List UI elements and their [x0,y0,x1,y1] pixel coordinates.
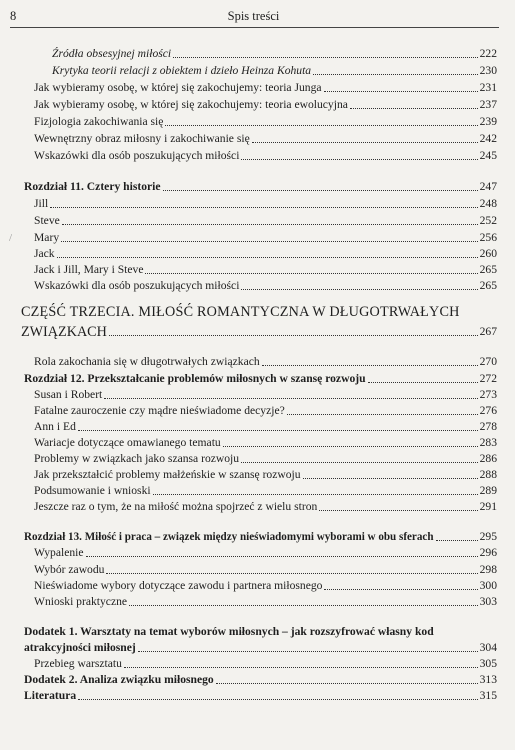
toc-entry: Jack 260 [34,247,497,260]
page-number: 8 [10,9,17,23]
toc-entry: Wskazówki dla osób poszukujących miłości 265 [34,279,497,292]
toc-entry: Susan i Robert 273 [34,388,497,401]
toc-entry: Jak przekształcić problemy małżeńskie w szansę rozwoju 288 [34,468,497,481]
toc-entry: Problemy w związkach jako szansa rozwoju 286 [34,452,497,465]
toc-entry: Jak wybieramy osobę, w której się zakochujemy: teoria Junga 231 [34,81,497,94]
toc-entry: Podsumowanie i wnioski 289 [34,484,497,497]
chapter-13-heading: Rozdział 13. Miłość i praca – związek między nieświadomymi wyborami w obu sferach 295 [24,530,497,543]
toc-entry: Jeszcze raz o tym, że na miłość można spojrzeć z wielu stron 291 [34,500,497,513]
toc-entry: Wskazówki dla osób poszukujących miłości 245 [34,149,497,162]
toc-entry: Przebieg warsztatu 305 [34,657,497,670]
toc-entry: Wypalenie 296 [34,546,497,559]
literature-heading: Literatura 315 [24,689,497,702]
appendix-1-heading-line1: Dodatek 1. Warsztaty na temat wyborów miłosnych – jak rozszyfrować własny kod [24,625,434,638]
toc-entry: Jack i Jill, Mary i Steve 265 [34,263,497,276]
part-3-heading-line2: ZWIĄZKACH 267 [21,324,497,340]
margin-pencil-mark: / [9,232,13,244]
toc-entry: Krytyka teorii relacji z obiektem i dzieło Heinza Kohuta 230 [52,64,497,77]
toc-entry: Fatalne zauroczenie czy mądre nieświadome decyzje? 276 [34,404,497,417]
toc-entry: Wybór zawodu 298 [34,563,497,576]
toc-entry: Fizjologia zakochiwania się 239 [34,115,497,128]
running-title: Spis treści [227,9,280,23]
chapter-11-heading: Rozdział 11. Cztery historie 247 [24,180,497,193]
part-3-heading-line1: CZĘŚĆ TRZECIA. MIŁOŚĆ ROMANTYCZNA W DŁUGOTRWAŁYCH [21,304,460,320]
toc-entry: Jak wybieramy osobę, w której się zakochujemy: teoria ewolucyjna 237 [34,98,497,111]
toc-entry: Wnioski praktyczne 303 [34,595,497,608]
appendix-1-heading-line2: atrakcyjności miłosnej 304 [24,641,497,654]
toc-entry: Jill 248 [34,197,497,210]
appendix-2-heading: Dodatek 2. Analiza związku miłosnego 313 [24,673,497,686]
toc-entry: Ann i Ed 278 [34,420,497,433]
toc-entry: Rola zakochania się w długotrwałych związkach 270 [34,355,497,368]
toc-entry: Wewnętrzny obraz miłosny i zakochiwanie się 242 [34,132,497,145]
toc-entry: Wariacje dotyczące omawianego tematu 283 [34,436,497,449]
toc-entry: Mary 256 [34,231,497,244]
toc-entry: Nieświadome wybory dotyczące zawodu i partnera miłosnego 300 [34,579,497,592]
toc-entry: Steve 252 [34,214,497,227]
toc-entry: Źródła obsesyjnej miłości 222 [52,47,497,60]
chapter-12-heading: Rozdział 12. Przekształcanie problemów miłosnych w szansę rozwoju 272 [24,372,497,385]
